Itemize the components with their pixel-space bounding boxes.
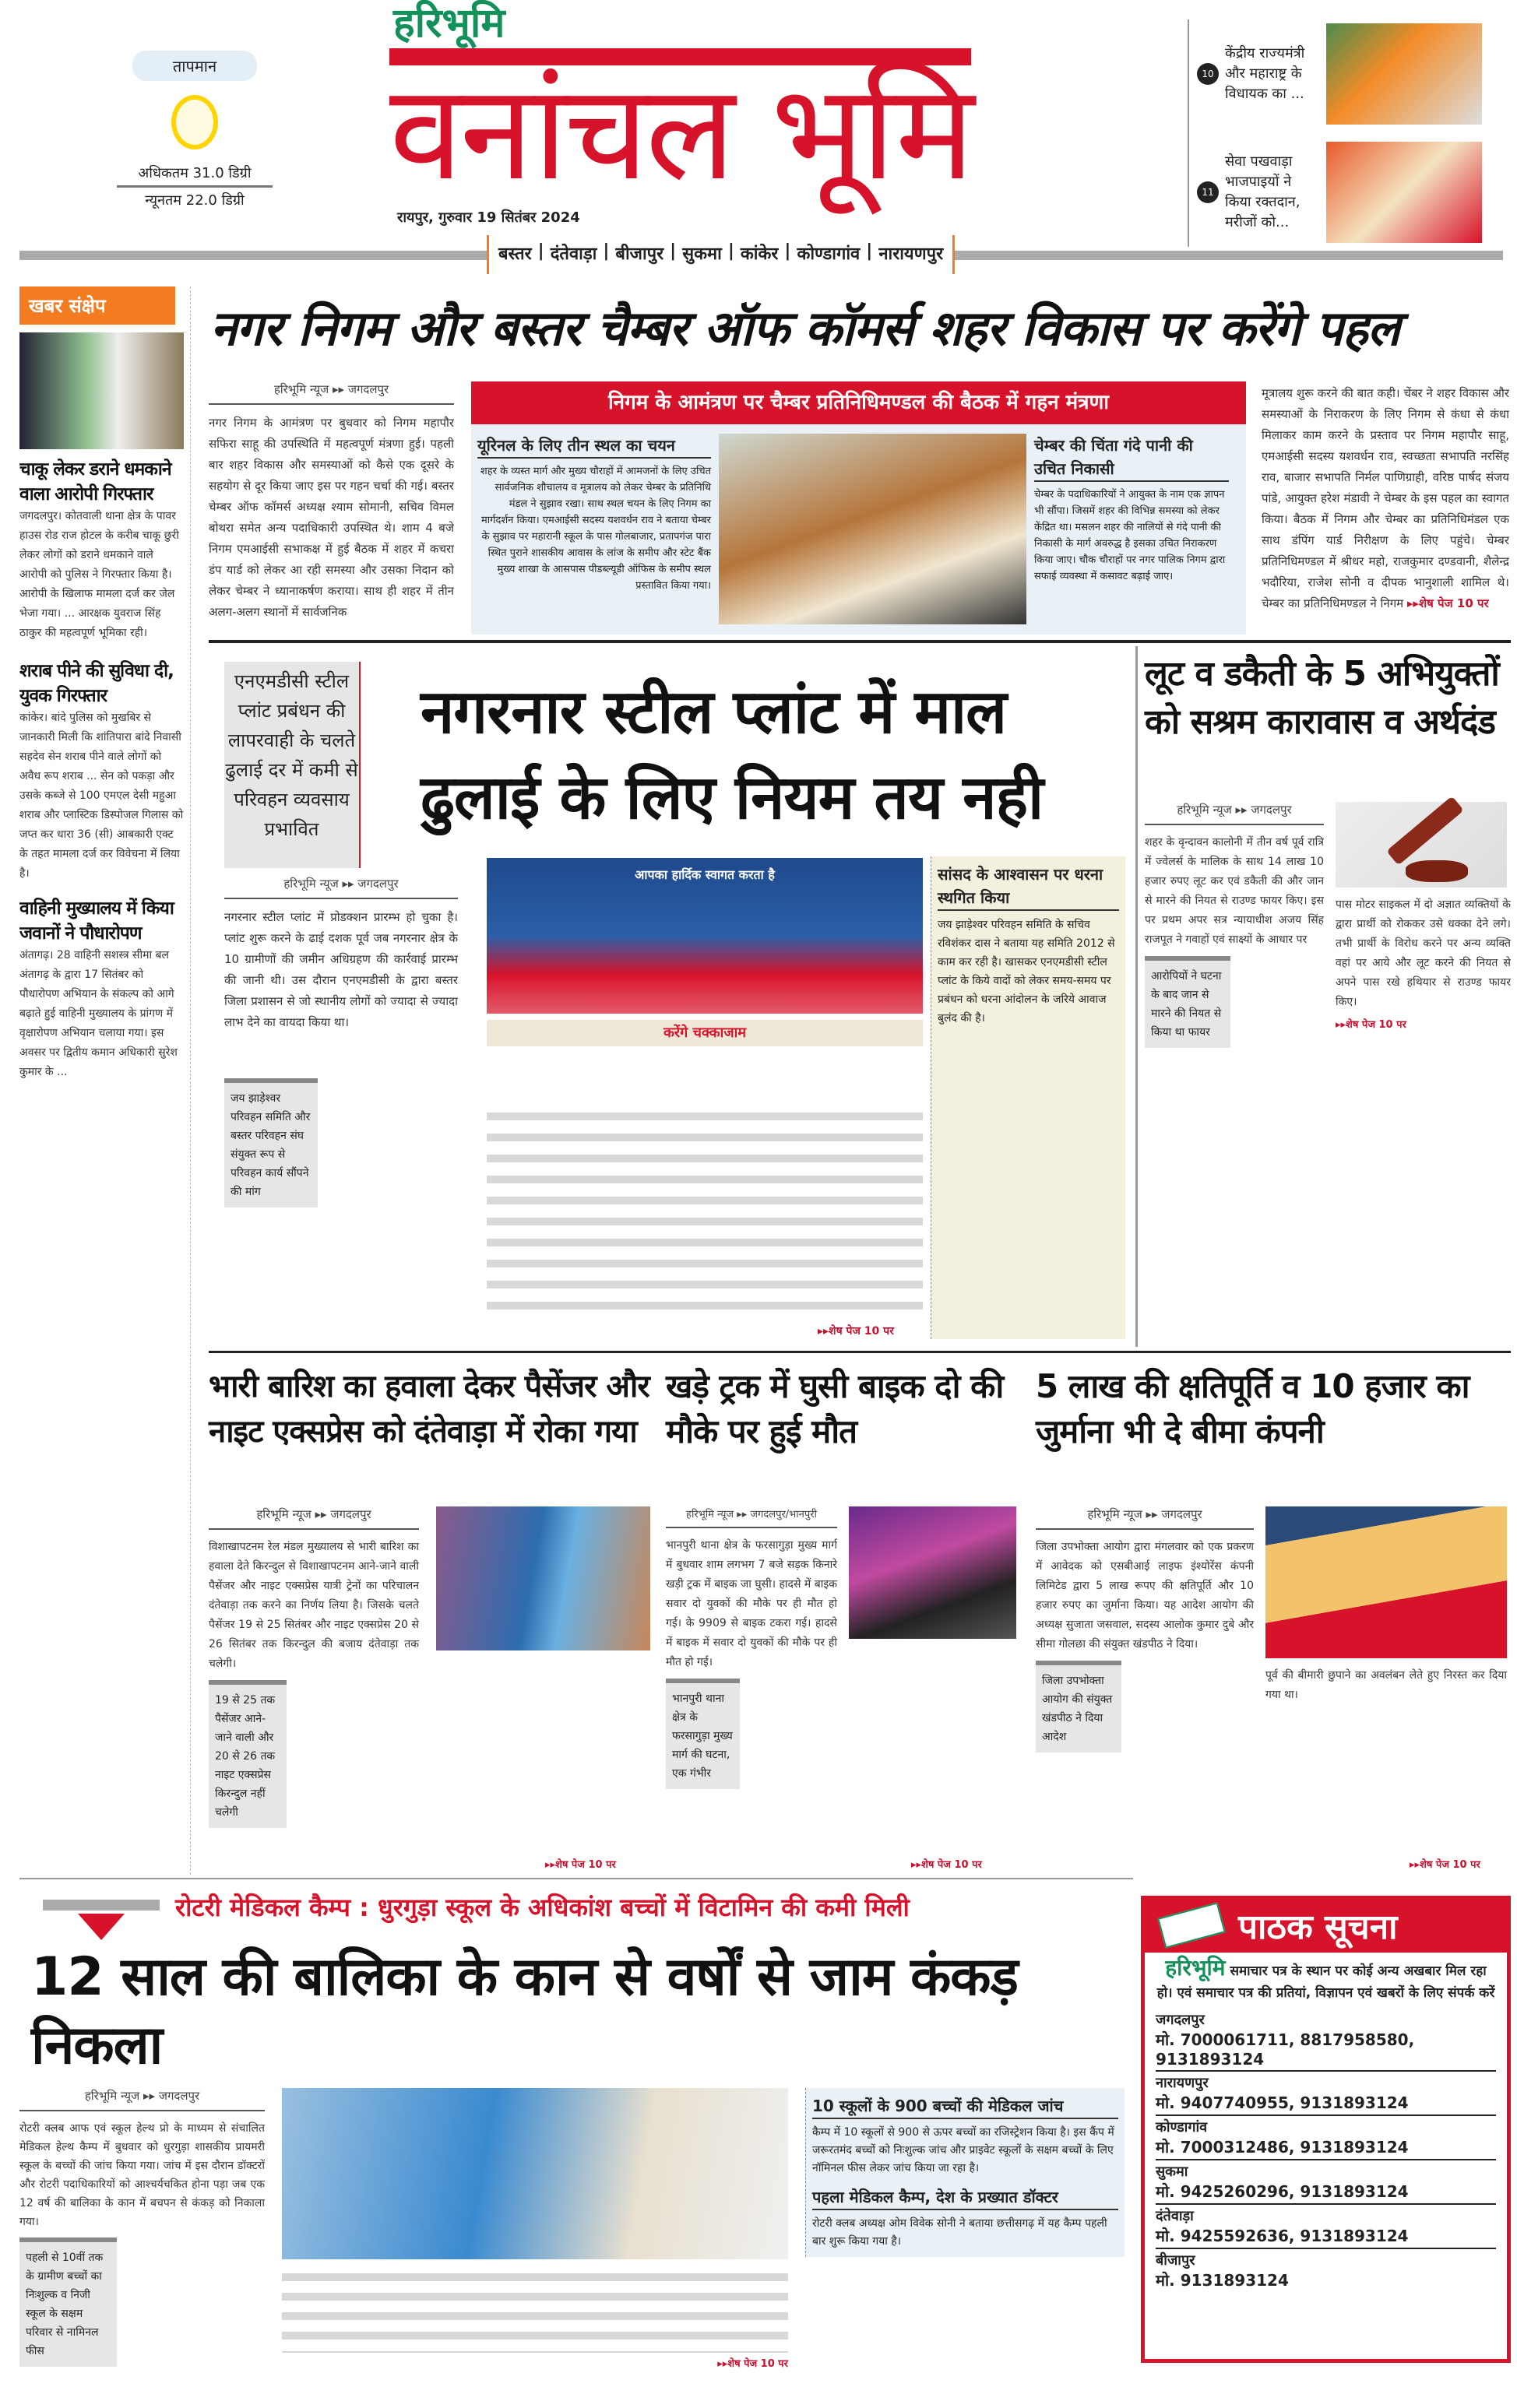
contact-place: सुकमा — [1156, 2164, 1188, 2180]
district[interactable]: बीजापुर — [615, 244, 664, 264]
contact-place: जगदलपुर — [1156, 2012, 1205, 2028]
steel-col1 — [224, 876, 458, 1208]
teaser-text: सेवा पखवाड़ा भाजपाइयों ने किया रक्तदान, मरीजों को... — [1225, 153, 1301, 230]
reader-notice — [1141, 1896, 1511, 2363]
steel-kicker-box — [224, 662, 361, 868]
column-divider — [1135, 646, 1138, 1347]
district-bar: बस्तर | दंतेवाड़ा | बीजापुर | सुकमा | कांकेर | कोण्डागांव | नारायणपुर — [487, 235, 955, 274]
court-body: पास मोटर साइकल में दो अज्ञात व्यक्तियों के द्वारा प्रार्थी को रोककर उसे धक्का देने लगे। तभी प्रार्थी के विरोध करने पर अन्य व्यक्ति वहां पर आये और लूट करने की नियत से अपने पास रखे हथियार से राउण्ड फायर किए। — [1336, 898, 1511, 1008]
lead-boxed — [471, 424, 1246, 635]
masthead-title: वनांचल भूमि — [389, 48, 971, 202]
sub-body: रोटरी क्लब अध्यक्ष ओम विवेक सोनी ने बताया छत्तीसगढ़ में यह कैम्प पहली बार शुरू किया गया है। — [812, 2217, 1107, 2248]
photo-banner: आपका हार्दिक स्वागत करता है — [635, 867, 775, 882]
teaser-photo — [1326, 142, 1482, 243]
lead-strap: निगम के आमंत्रण पर चैम्बर प्रतिनिधिमण्डल की बैठक में गहन मंत्रणा — [471, 381, 1246, 424]
insurance-body2: पूर्व की बीमारी छुपाने का अवलंबन लेते हुए निरस्त कर दिया गया था। — [1265, 1669, 1507, 1701]
contact-entry — [1156, 2116, 1496, 2160]
teaser-text: केंद्रीय राज्यमंत्री और महाराष्ट्र के विधायक का ... — [1225, 45, 1305, 102]
district[interactable]: सुकमा — [682, 244, 722, 264]
steel-headline: नगरनार स्टील प्लांट में माल ढुलाई के लिए नियम तय नही — [421, 677, 1044, 833]
byline: हरिभूमि न्यूज ▸▸ जगदलपुर — [209, 381, 454, 405]
continued-link[interactable]: ▸▸शेष पेज 10 पर — [717, 2358, 788, 2370]
rotary-boxed — [805, 2088, 1125, 2257]
contact-list — [1145, 2009, 1507, 2292]
court-body: शहर के वृन्दावन कालोनी में तीन वर्ष पूर्व रात्रि में ज्वेलर्स के मालिक के साथ 14 लाख 10 हजार रुपए लूट कर एवं डकैती की और जान से मारने की नियत से राउण्ड फायर किए। इस पर प्रथम अपर सत्र न्यायाधीश अजय सिंह राजपूत ने गवाहों एवं साक्ष्यों के आधार पर — [1145, 836, 1324, 946]
story-body: जगदलपुर। कोतवाली थाना क्षेत्र के पावर हाउस रोड राज होटल के करीब चाकू छुरी लेकर लोगों को डराने धमकाने वाले आरोपी को पुलिस ने गिरफ्तार किया है। आरोपी के खिलाफ मामला दर्ज कर जेल भेजा गया। ... आरक्षक युवराज सिंह ठाकुर की महत्वपूर्ण भूमिका रही। — [19, 510, 179, 639]
notice-title: पाठक सूचना — [1238, 1907, 1398, 1947]
section-rule — [209, 640, 1511, 643]
continued-link[interactable]: ▸▸शेष पेज 10 पर — [1406, 596, 1489, 610]
newspaper-icon — [1157, 1902, 1226, 1948]
rotary-cols — [282, 2267, 788, 2353]
story-body: कांकेर। बांदे पुलिस को मुखबिर से जानकारी मिली कि शांतिपारा बांदे निवासी सहदेव सेन शराब पीने वाले लोगों को अवैध रूप शराब ... सेन को पकड़ा और उसके कब्जे से 100 एमएल देसी महुआ शराब और प्लास्टिक डिस्पोजल गिलास को जप्त कर धारा 36 (सी) आबकारी एक्ट के तहत मामला दर्ज कर विवेचना में लिया है। — [19, 712, 184, 880]
rotary-headline: 12 साल की बालिका के कान से वर्षों से जाम कंकड़ निकला — [31, 1946, 1018, 2076]
dateline: रायपुर, गुरुवार 19 सितंबर 2024 — [397, 209, 580, 226]
subhead: यूरिनल के लिए तीन स्थल का चयन — [477, 434, 711, 459]
insurance-sidebar: जिला उपभोक्ता आयोग की संयुक्त खंडपीठ ने दिया आदेश — [1036, 1661, 1121, 1752]
district[interactable]: बस्तर — [498, 244, 532, 264]
court-col1 — [1145, 802, 1324, 1048]
rotary-body: रोटरी क्लब आफ एवं स्कूल हेल्थ प्रो के माध्यम से संचालित मेडिकल हेल्थ कैम्प में बुधवार को धुरगुड़ा शासकीय प्रायमरी स्कूल के बच्चों की जांच किया गया। जांच में इस दौरान डॉक्टरों और रोटरी पदाधिकारियों को आश्चर्यचकित होना पड़ा जब एक 12 वर्ष की बालिका के कान में बचपन से कंकड़ को निकाला गया। — [19, 2122, 265, 2228]
notice-brand: हरिभूमि — [1165, 1955, 1226, 1981]
max-temp: अधिकतम 31.0 डिग्री — [117, 163, 273, 188]
accident-sidebar: भानपुरी थाना क्षेत्र के फरसागुड़ा मुख्य मार्ग की घटना, एक गंभीर — [666, 1679, 740, 1789]
logo-small: हरिभूमि — [393, 0, 505, 47]
contact-place: कोण्डागांव — [1156, 2119, 1208, 2136]
section-label: खबर संक्षेप — [19, 286, 175, 325]
gavel-image — [1336, 802, 1507, 888]
caption-title: करेंगे चक्काजाम — [663, 1025, 747, 1041]
continued-link[interactable]: ▸▸शेष पेज 10 पर — [911, 1859, 982, 1871]
rotary-strap: रोटरी मेडिकल कैम्प : धुरगुड़ा स्कूल के अधिकांश बच्चों में विटामिन की कमी मिली — [175, 1893, 910, 1922]
insurance-col1 — [1036, 1506, 1254, 1752]
district[interactable]: दंतेवाड़ा — [550, 244, 597, 264]
insurance-headline: 5 लाख की क्षतिपूर्ति व 10 हजार का जुर्माना भी दे बीमा कंपनी — [1036, 1367, 1469, 1450]
train-body: विशाखापटनम रेल मंडल मुख्यालय से भारी बारिश का हवाला देते किरन्दुल से विशाखापटनम आने-जाने वाली पैसेंजर और नाइट एक्सप्रेस यात्री ट्रेनों का परिचालन दंतेवाड़ा तक करने का निर्णय लिया है। जिसके चलते पैसेंजर 19 से 25 सितंबर और नाइट एक्सप्रेस 20 से 26 सितंबर तक किरन्दुल की बजाय दंतेवाड़ा तक चलेगी। — [209, 1541, 419, 1670]
chevron-icon — [78, 1914, 125, 1940]
contact-phone[interactable]: मो. 7000312486, 9131893124 — [1156, 2138, 1409, 2157]
train-col1 — [209, 1506, 419, 1828]
contact-place: नारायणपुर — [1156, 2075, 1209, 2091]
byline: हरिभूमि न्यूज ▸▸ जगदलपुर — [19, 2088, 265, 2111]
subhead: पहला मेडिकल कैम्प, देश के प्रख्यात डॉक्टर — [812, 2185, 1118, 2210]
contact-place: दंतेवाड़ा — [1156, 2208, 1194, 2224]
min-temp: न्यूनतम 22.0 डिग्री — [145, 192, 245, 209]
story-title: वाहिनी मुख्यालय में किया जवानों ने पौधारोपण — [19, 898, 174, 944]
insurance-body: जिला उपभोक्ता आयोग द्वारा मंगलवार को एक प्रकरण में आवेदक को एसबीआई लाइफ इंश्योरेंस कंपनी लिमिटेड द्वारा 5 लाख रूपए की क्षतिपूर्ति और 10 हजार रुपए का जुर्माना किया। यह आदेश आयोग की अध्यक्ष सुजाता जसवाल, सदस्य आलोक कुमार दुबे और सीमा गोलछा की संयुक्त खंडपीठ ने दिया। — [1036, 1541, 1254, 1650]
contact-entry — [1156, 2009, 1496, 2072]
lead-headline: नगर निगम और बस्तर चैम्बर ऑफ कॉमर्स शहर विकास पर करेंगे पहल — [210, 300, 1399, 357]
story-photo — [19, 332, 184, 449]
gavel-icon — [1386, 796, 1464, 865]
district[interactable]: नारायणपुर — [878, 244, 944, 264]
sun-icon — [171, 95, 218, 149]
contact-entry — [1156, 2160, 1496, 2205]
rotary-col1 — [19, 2088, 265, 2367]
continued-link[interactable]: ▸▸शेष पेज 10 पर — [818, 1325, 894, 1338]
sub-body: चेम्बर के पदाधिकारियों ने आयुक्त के नाम एक ज्ञापन भी सौंपा। जिसमें शहर की विभिन्न समस्या को लेकर केंद्रित था। मसलन शहर की नालियों से गंदे पानी की निकासी के मार्ग अवरुद्ध है इसका उचित निराकरण किया जाए। चौक चौराहों पर नगर पालिक निगम द्वारा सफाई व्यवस्था में कसावट बढ़ाई जाए। — [1034, 489, 1226, 582]
subhead: सांसद के आश्वासन पर धरना स्थगित किया — [938, 863, 1119, 911]
story-title: चाकू लेकर डराने धमकाने वाला आरोपी गिरफ्तार — [19, 459, 171, 504]
byline: हरिभूमि न्यूज ▸▸ जगदलपुर — [224, 876, 458, 899]
contact-entry — [1156, 2249, 1496, 2292]
court-col2 — [1336, 895, 1511, 1339]
train-sidebar: 19 से 25 तक पैसेंजर आने-जाने वाली और 20 से 26 तक नाइट एक्सप्रेस किरन्दुल नहीं चलेगी — [209, 1680, 287, 1828]
continued-link[interactable]: ▸▸शेष पेज 10 पर — [1410, 1859, 1480, 1871]
court-headline: लूट व डकैती के 5 अभियुक्तों को सश्रम कारावास व अर्थदंड — [1145, 654, 1499, 742]
train-headline: भारी बारिश का हवाला देकर पैसेंजर और नाइट एक्सप्रेस को दंतेवाड़ा में रोका गया — [209, 1369, 649, 1450]
lead-body: मूत्रालय शुरू करने की बात कही। चेंबर ने शहर विकास और समस्याओं के निराकरण के लिए निगम से कंधा से कंधा मिलाकर काम करने के प्रस्ताव पर निगम महापौर साहू, एमआईसी सदस्य यशवर्धन राव, स्वच्छता सभापति नरसिंह राव, बाजार सभापति निर्मल पाणिग्राही, वरिष्ठ पार्षद संजय पांडे, आयुक्त हरेश मंडावी ने चेम्बर के इस पहल का स्वागत किया। बैठक में निगम और चेम्बर का प्रतिनिधिमंडल एक साथ डंपिंग यार्ड निरीक्षण के लिए पहुंचे। चेम्बर प्रतिनिधिमण्डल में श्रीधर महो, राजकुमार दण्डवानी, शैलेन्द्र भदौरिया, राजेश सोनी व दीपक भानुशाली शामिल थे। चेम्बर का प्रतिनिधिमण्डल ने निगम — [1262, 386, 1509, 610]
page-badge: 10 — [1197, 63, 1219, 85]
teaser[interactable] — [1197, 138, 1511, 247]
contact-phone[interactable]: मो. 9425592636, 9131893124 — [1156, 2227, 1409, 2245]
story-body: अंतागढ़। 28 वाहिनी सशस्त्र सीमा बल अंतागढ़ के द्वारा 17 सितंबर को पौधारोपण अभियान के संकल्प को आगे बढ़ाते हुई वाहिनी मुख्यालय के प्रांगण में वृक्षारोपण अभियान चलाया गया। इस अवसर पर द्वितीय कमान अधिकारी सुरेश कुमार के ... — [19, 949, 178, 1078]
sub-body: कैम्प में 10 स्कूलों से 900 से ऊपर बच्चों का रजिस्ट्रेशन किया है। इस कैंप में जरूरतमंद बच्चों को निःशुल्क जांच और प्राइवेट स्कूलों के सक्षम बच्चों के लिए नॉमिनल फीस लेकर जांच किया जा रहा है। — [812, 2126, 1114, 2174]
lead-body: नगर निगम के आमंत्रण पर बुधवार को निगम महापौर सफिरा साहू की उपस्थिति में महत्वपूर्ण मंत्रणा हुई। पहली बार शहर विकास और समस्याओं को कैसे एक दूसरे के सहयोग से दूर किया जाए इस पर गहन चर्चा की गई। बस्तर चेम्बर ऑफ कॉमर्स अध्यक्ष श्याम सोमानी, सचिव विमल बोथरा समेत अन्य पदाधिकारी उपस्थित थे। शाम 4 बजे निगम एमआईसी सभाकक्ष में हुई बैठक में शहर में कचरा डंप यार्ड को लेकर आ रही समस्या और उसका निदान को लेकर चेम्बर ने ध्यानाकर्षण कराया। साथ ही शहर में तीन अलग-अलग स्थानों में सार्वजनिक — [209, 416, 454, 619]
section-rule — [19, 1878, 1133, 1879]
continued-link[interactable]: ▸▸शेष पेज 10 पर — [1336, 1019, 1406, 1031]
contact-phone[interactable]: मो. 7000061711, 8817958580, 9131893124 — [1156, 2030, 1415, 2069]
continued-link[interactable]: ▸▸शेष पेज 10 पर — [545, 1859, 616, 1871]
teaser[interactable] — [1197, 19, 1511, 128]
steel-caption — [487, 1020, 923, 1046]
rotary-story — [19, 1886, 1129, 2408]
byline: हरिभूमि न्यूज ▸▸ जगदलपुर — [1145, 802, 1324, 825]
rotary-sidebar: पहली से 10वीं तक के ग्रामीण बच्चों का निःशुल्क व निजी स्कूल के सक्षम परिवार से नामिनल फीस — [19, 2238, 117, 2367]
byline: हरिभूमि न्यूज ▸▸ जगदलपुर — [209, 1506, 419, 1530]
byline: हरिभूमि न्यूज ▸▸ जगदलपुर/भानपुरी — [666, 1506, 837, 1528]
lead-col-right — [1262, 383, 1509, 632]
weather-box — [117, 51, 273, 214]
steel-sidebar: जय झाड़ेश्वर परिवहन समिति और बस्तर परिवहन संघ संयुक्त रूप से परिवहन कार्य सौंपने की मांग — [224, 1078, 318, 1208]
consumer-court-photo — [1265, 1506, 1507, 1658]
contact-phone[interactable]: मो. 9131893124 — [1156, 2271, 1289, 2290]
contact-phone[interactable]: मो. 9425260296, 9131893124 — [1156, 2182, 1409, 2201]
page-badge: 11 — [1197, 181, 1219, 203]
steel-cols — [487, 1106, 923, 1316]
contact-place: बीजापुर — [1156, 2252, 1195, 2269]
teasers — [1188, 19, 1511, 247]
district[interactable]: कोण्डागांव — [797, 244, 861, 264]
subhead: 10 स्कूलों के 900 बच्चों की मेडिकल जांच — [812, 2094, 1118, 2119]
lead-col1 — [209, 381, 454, 646]
district[interactable]: कांकेर — [740, 244, 779, 264]
court-sidebar: आरोपियों ने घटना के बाद जान से मारने की नियत से किया था फायर — [1145, 956, 1230, 1048]
kicker-text: एनएमडीसी स्टील प्लांट प्रबंधन की लापरवाही के चलते ढुलाई दर में कमी से परिवहन व्यवसाय प्रभावित — [225, 670, 358, 840]
teaser-photo — [1326, 23, 1482, 125]
accident-photo — [849, 1506, 1016, 1639]
press-photo — [487, 858, 923, 1014]
chevron-icon — [43, 1900, 160, 1911]
steel-boxed — [931, 856, 1125, 1339]
contact-phone[interactable]: मो. 9407740955, 9131893124 — [1156, 2093, 1409, 2112]
meeting-photo — [719, 434, 1026, 624]
rotary-photo — [282, 2088, 788, 2259]
section-rule — [209, 1351, 1511, 1353]
story-title: शराब पीने की सुविधा दी, युवक गिरफ्तार — [19, 661, 174, 706]
weather-label: तापमान — [132, 51, 257, 81]
contact-entry — [1156, 2205, 1496, 2249]
subhead: चेम्बर की चिंता गंदे पानी की उचित निकासी — [1034, 434, 1229, 482]
steel-body: नगरनार स्टील प्लांट में प्रोडक्शन प्रारम्भ हो चुका है। प्लांट शुरू करने के ढाई दशक पूर्व जब नगरनार क्षेत्र के 10 ग्रामीणों की जमीन अधिग्रहण की कार्रवाई प्रारम्भ की जानी थी। उस दौरान एनएमडीसी के द्वारा बस्तर जिला प्रशासन से जो स्थानीय लोगों को ज्यादा से ज्यादा लाभ देने का वायदा किया था। — [224, 910, 458, 1029]
accident-headline: खड़े ट्रक में घुसी बाइक दो की मौके पर हुई मौत — [666, 1367, 1004, 1450]
byline: हरिभूमि न्यूज ▸▸ जगदलपुर — [1036, 1506, 1254, 1530]
sub-body: शहर के व्यस्त मार्ग और मुख्य चौराहों में आमजनों के लिए उचित सार्वजनिक शौचालय व मूत्रालय को लेकर चेम्बर के प्रतिनिधि मंडल ने सुझाव रखा। साथ स्थल चयन के लिए निगम का मार्गदर्शन किया। एमआईसी सदस्य यशवर्धन राव ने बताया चेम्बर के सुझाव पर महारानी स्कूल के पास गोलबाजार, प्रतापगंज पारा स्थित पुराने शासकीय आवास के लांज के समीप और स्टेट बैंक मुख्य शाखा के आसपास पीडब्ल्यूडी ऑफिस के समीप स्थल प्रस्तावित किया गया। — [480, 466, 711, 592]
news-brief-column — [19, 286, 191, 1875]
sub-body: जय झाड़ेश्वर परिवहन समिति के सचिव रविशंकर दास ने बताया यह समिति 2012 से काम कर रही है। खासकर एनएमडीसी स्टील प्लांट के किये वादों को लेकर समय-समय पर प्रबंधन को धरना आंदोलन के जरिये आवाज बुलंद की है। — [938, 919, 1115, 1025]
accident-col1 — [666, 1506, 837, 1789]
accident-body: भानपुरी थाना क्षेत्र के फरसागुड़ा मुख्य मार्ग में बुधवार शाम लगभग 7 बजे सड़क किनारे खड़ी ट्रक में बाइक जा घुसी। हादसे में बाइक सवार दो युवकों की मौके पर ही मौत हो गई। के 9909 से बाइक टकरा गई। हादसे में बाइक में सवार दो युवकों की मौके पर ही मौत हो गई। — [666, 1539, 837, 1668]
contact-entry — [1156, 2072, 1496, 2116]
train-photo — [436, 1506, 650, 1650]
notice-text: समाचार पत्र के स्थान पर कोई अन्य अखबार मिल रहा हो। एवं समाचार पत्र की प्रतियां, विज्ञापन एवं खबरों के लिए संपर्क करें — [1156, 1963, 1495, 2001]
